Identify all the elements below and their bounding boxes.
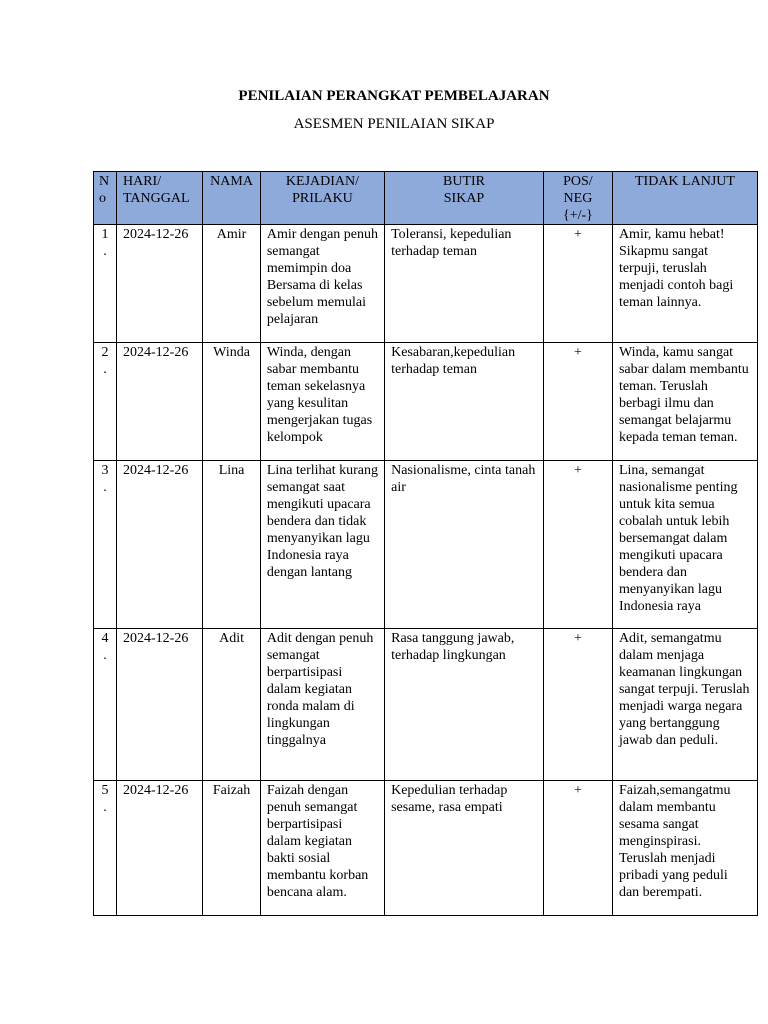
row-event: Faizah dengan penuh semangat berpartisipasi dalam kegiatan bakti sosial membantu korban bencana alam. [260, 781, 384, 916]
row-date: 2024-12-26 [117, 343, 203, 461]
row-name: Adit [203, 629, 261, 781]
row-event: Lina terlihat kurang semangat saat mengikuti upacara bendera dan tidak menyanyikan lagu Indonesia raya dengan lantang [260, 461, 384, 629]
row-name: Lina [203, 461, 261, 629]
table-row [94, 629, 758, 781]
row-date: 2024-12-26 [117, 629, 203, 781]
row-follow: Amir, kamu hebat! Sikapmu sangat terpuji, teruslah menjadi contoh bagi teman lainnya. [612, 225, 757, 343]
row-no: 2. [94, 343, 117, 461]
row-follow: Adit, semangatmu dalam menjaga keamanan lingkungan sangat terpuji. Teruslah menjadi warga negara yang bertanggung jawab dan peduli. [612, 629, 757, 781]
row-item: Nasionalisme, cinta tanah air [385, 461, 544, 629]
table-row [94, 461, 758, 629]
header-event-line2: PRILAKU [292, 191, 353, 206]
row-item: Rasa tanggung jawab, terhadap lingkungan [385, 629, 544, 781]
header-event-line1: KEJADIAN/ [285, 174, 360, 189]
header-no: No [94, 172, 117, 225]
row-item: Toleransi, kepedulian terhadap teman [385, 225, 544, 343]
header-date-line1: HARI/ [123, 174, 162, 189]
row-pos: + [543, 781, 612, 916]
row-pos: + [543, 225, 612, 343]
row-no: 4. [94, 629, 117, 781]
table-header-row [94, 172, 758, 225]
row-name: Amir [203, 225, 261, 343]
row-pos: + [543, 629, 612, 781]
header-pos-line1: POS/ [563, 174, 593, 189]
row-item: Kepedulian terhadap sesame, rasa empati [385, 781, 544, 916]
row-name: Faizah [203, 781, 261, 916]
row-date: 2024-12-26 [117, 225, 203, 343]
header-date-line2: TANGGAL [123, 191, 190, 206]
row-no: 5. [94, 781, 117, 916]
row-date: 2024-12-26 [117, 781, 203, 916]
row-pos: + [543, 343, 612, 461]
assessment-table [93, 171, 758, 916]
row-item: Kesabaran,kepedulian terhadap teman [385, 343, 544, 461]
header-item-line1: BUTIR [443, 174, 485, 189]
header-pos [543, 172, 612, 225]
row-event: Amir dengan penuh semangat memimpin doa Bersama di kelas sebelum memulai pelajaran [260, 225, 384, 343]
document-title: PENILAIAN PERANGKAT PEMBELAJARAN [238, 88, 550, 104]
document-subtitle: ASESMEN PENILAIAN SIKAP [293, 116, 495, 132]
row-follow: Winda, kamu sangat sabar dalam membantu teman. Teruslah berbagi ilmu dan semangat belajarmu kepada teman teman. [612, 343, 757, 461]
row-no: 1. [94, 225, 117, 343]
row-follow: Lina, semangat nasionalisme penting untuk kita semua cobalah untuk lebih bersemangat dalam mengikuti upacara bendera dan menyanyikan lagu Indonesia raya [612, 461, 757, 629]
header-follow: TIDAK LANJUT [612, 172, 757, 225]
row-name: Winda [203, 343, 261, 461]
header-event [260, 172, 384, 225]
table-row [94, 343, 758, 461]
header-date [117, 172, 203, 225]
row-event: Winda, dengan sabar membantu teman sekelasnya yang kesulitan mengerjakan tugas kelompok [260, 343, 384, 461]
row-event: Adit dengan penuh semangat berpartisipasi dalam kegiatan ronda malam di lingkungan tinggalnya [260, 629, 384, 781]
header-item-line2: SIKAP [443, 191, 485, 206]
table-row [94, 225, 758, 343]
row-pos: + [543, 461, 612, 629]
header-pos-line2: NEG [563, 191, 593, 206]
header-name: NAMA [203, 172, 261, 225]
row-follow: Faizah,semangatmu dalam membantu sesama sangat menginspirasi. Teruslah menjadi pribadi yang peduli dan berempati. [612, 781, 757, 916]
header-pos-line3: {+/-} [562, 208, 593, 223]
row-no: 3. [94, 461, 117, 629]
table-row [94, 781, 758, 916]
row-date: 2024-12-26 [117, 461, 203, 629]
header-item [385, 172, 544, 225]
